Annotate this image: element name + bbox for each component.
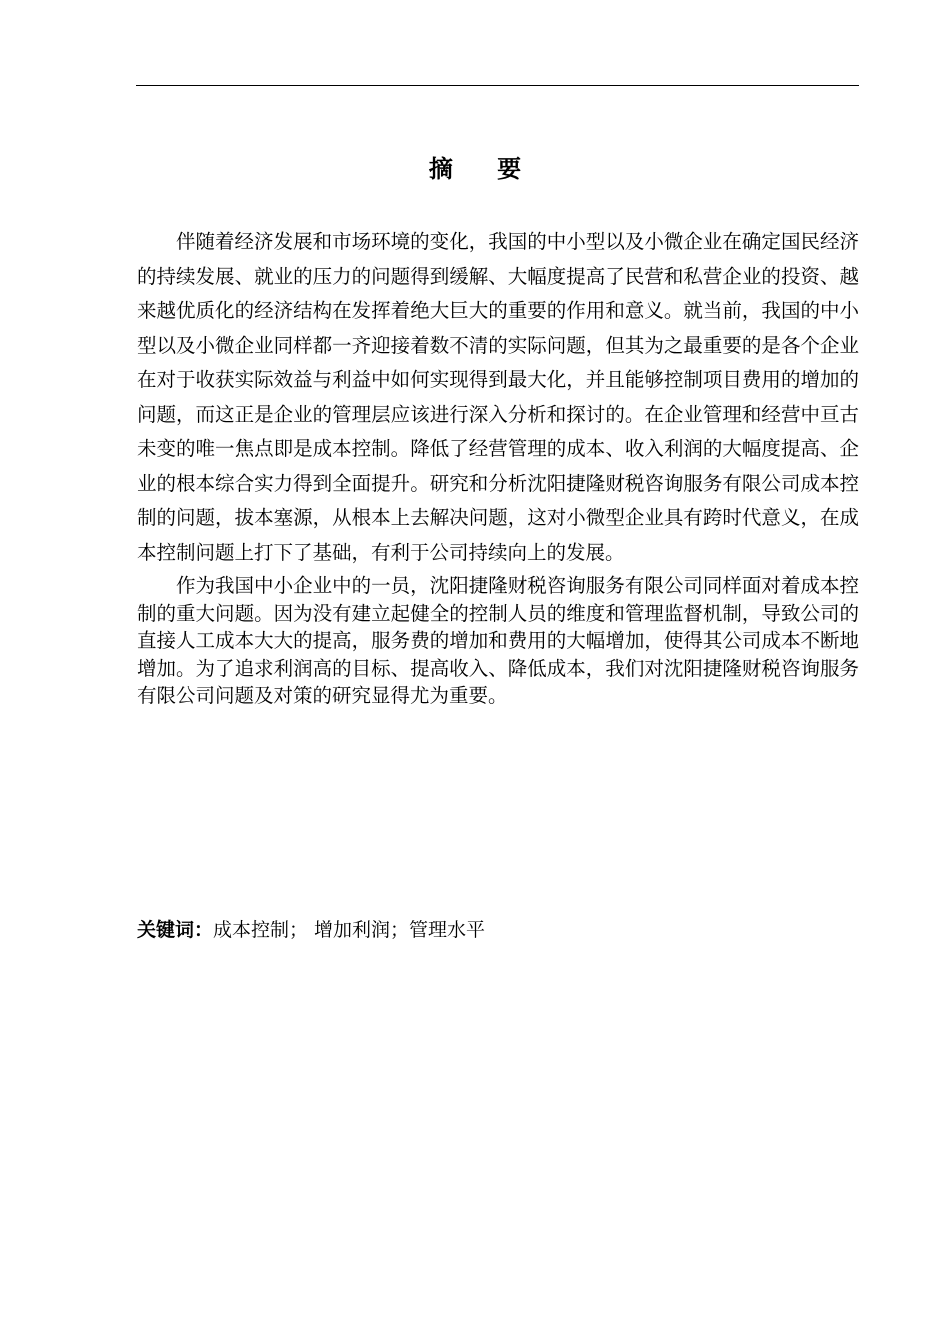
keywords-text: 成本控制； 增加利润；管理水平 <box>213 919 486 941</box>
page-title: 摘 要 <box>428 155 540 183</box>
header-rule <box>136 85 859 86</box>
abstract-paragraph-1: 伴随着经济发展和市场环境的变化，我国的中小型以及小微企业在确定国民经济的持续发展、就业的压力的问题得到缓解、大幅度提高了民营和私营企业的投资、越来越优质化的经济结构在发挥着绝大巨大的重要的作用和意义。就当前，我国的中小型以及小微企业同样都一齐迎接着数不清的实际问题，但其为之最重要的是各个企业在对于收获实际效益与利益中如何实现得到最大化，并且能够控制项目费用的增加的问题，而这正是企业的管理层应该进行深入分析和探讨的。在企业管理和经营中亘古未变的唯一焦点即是成本控制。降低了经营管理的成本、收入利润的大幅度提高、企业的根本综合实力得到全面提升。研究和分析沈阳捷隆财税咨询服务有限公司成本控制的问题，拔本塞源，从根本上去解决问题，这对小微型企业具有跨时代意义，在成本控制问题上打下了基础，有利于公司持续向上的发展。 <box>137 230 859 564</box>
abstract-paragraph-2: 作为我国中小企业中的一员，沈阳捷隆财税咨询服务有限公司同样面对着成本控制的重大问题。因为没有建立起健全的控制人员的维度和管理监督机制，导致公司的直接人工成本大大的提高，服务费的增加和费用的大幅增加，使得其公司成本不断地增加。为了追求利润高的目标、提高收入、降低成本，我们对沈阳捷隆财税咨询服务有限公司问题及对策的研究显得尤为重要。 <box>137 574 859 707</box>
keywords-label: 关键词： <box>137 919 214 941</box>
abstract-body <box>137 225 859 710</box>
keywords-line <box>137 916 859 944</box>
